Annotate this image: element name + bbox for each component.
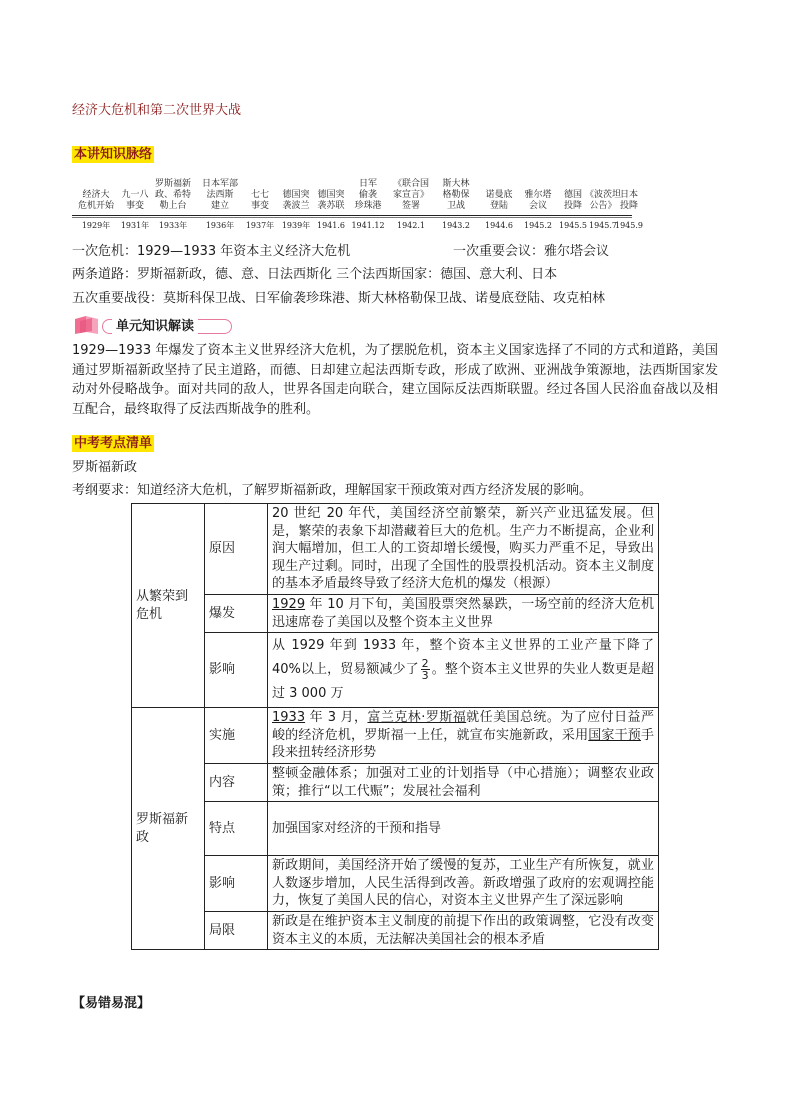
timeline-event-label: 《波茨坦 公告》 [584, 190, 621, 211]
timeline-event-year: 1931年 [120, 221, 150, 230]
timeline-event-label: 罗斯福新 政、希特 勒上台 [154, 179, 191, 211]
timeline-event-label: 斯大林 格勒保 卫战 [442, 179, 470, 211]
timeline-event-year: 1945.2 [524, 221, 552, 230]
row-value: 加强国家对经济的干预和指导 [268, 802, 659, 856]
timeline-event-year: 1937年 [245, 221, 275, 230]
row-key: 原因 [205, 504, 268, 595]
timeline-event-year: 1945.7 [589, 221, 617, 230]
row-key: 爆发 [205, 594, 268, 632]
timeline-event-year: 1939年 [281, 221, 311, 230]
row-key: 特点 [205, 802, 268, 856]
table-row [132, 802, 659, 856]
timeline-event-label: 七七 事变 [250, 190, 269, 211]
timeline-event-label: 日本 投降 [619, 190, 638, 211]
unit-paragraph: 1929—1933 年爆发了资本主义世界经济大危机，为了摆脱危机，资本主义国家选择了不同的方式和道路，美国通过罗斯福新政坚持了民主道路，而德、日却建立起法西斯专政，形成了欧洲、亚洲战争策源地，法西斯国家发动对外侵略战争。面对共同的敌人，世界各国走向联合，建立国际反法西斯联盟。经过各国人民浴血奋战以及相互配合，最终取得了反法西斯战争的胜利。 [72, 343, 718, 417]
timeline-event-year: 1945.5 [559, 221, 587, 230]
banner-title: 单元知识解读 [112, 315, 198, 334]
timeline-event-year: 1943.2 [442, 221, 470, 230]
timeline-event-label: 日军 偷袭 珍珠港 [354, 179, 382, 211]
row-key: 影响 [205, 856, 268, 912]
timeline-event-year: 1945.9 [615, 221, 643, 230]
timeline-event-year: 1941.12 [351, 221, 385, 230]
summary-battles: 五次重要战役：莫斯科保卫战、日军偷袭珍珠港、斯大林格勒保卫战、诺曼底登陆、攻克柏林 [72, 291, 606, 306]
knowledge-table [131, 503, 659, 950]
section-footer-heading: 【易错易混】 [72, 996, 151, 1011]
timeline-event-label: 诺曼底 登陆 [485, 190, 513, 211]
timeline-event-label: 九一八 事变 [121, 190, 149, 211]
row-value: 新政期间，美国经济开始了缓慢的复苏，工业生产有所恢复，就业人数逐步增加，人民生活得到改善。新政增强了政府的宏观调控能力，恢复了美国人民的信心，对资本主义世界产生了深远影响 [268, 856, 659, 912]
timeline [72, 170, 643, 232]
timeline-event-label: 雅尔塔 会议 [524, 190, 552, 211]
row-value: 从 1929 年到 1933 年，整个资本主义世界的工业产量下降了 40%以上，贸易额减少了 $\frac{2}{3}$ 。整个资本主义世界的失业人数更是超过 3 000 万 [268, 633, 659, 708]
timeline-axis [72, 215, 632, 216]
section-heading-outline: 本讲知识脉络 [74, 147, 153, 162]
timeline-event-label: 《联合国 家宣言》 签署 [392, 179, 429, 211]
requirement-text: 考纲要求：知道经济大危机，了解罗斯福新政，理解国家干预政策对西方经济发展的影响。 [72, 483, 593, 498]
timeline-event-year: 1929年 [81, 221, 111, 230]
book-icon [72, 313, 106, 335]
timeline-event-year: 1941.6 [317, 221, 345, 230]
timeline-event-label: 日本军部 法西斯 建立 [201, 179, 238, 211]
topic-heading: 罗斯福新政 [72, 460, 138, 475]
unit-banner [72, 313, 232, 335]
row-key: 影响 [205, 633, 268, 708]
timeline-event-label: 经济大 危机开始 [77, 190, 114, 211]
row-value: 20 世纪 20 年代，美国经济空前繁荣，新兴产业迅猛发展。但是，繁荣的表象下却潜藏着巨大的危机。生产力不断提高，企业利润大幅增加，但工人的工资却增长缓慢，购买力严重不足，导致出现生产过剩。同时，出现了全国性的股票投机活动。资本主义制度的基本矛盾最终导致了经济大危机的爆发（根源） [268, 504, 659, 595]
timeline-event-label: 德国突 袭波兰 [282, 190, 310, 211]
summary-roads: 两条道路：罗斯福新政，德、意、日法西斯化 三个法西斯国家：德国、意大利、日本 [72, 267, 558, 282]
row-value: 整顿金融体系；加强对工业的计划指导（中心措施）；调整农业政策；推行“以工代赈”；发展社会福利 [268, 763, 659, 801]
group-from-prosperity-to-crisis: 从繁荣到危机 [132, 504, 205, 708]
page-title: 经济大危机和第二次世界大战 [72, 103, 242, 118]
row-key: 局限 [205, 911, 268, 949]
table-row [132, 708, 659, 764]
group-new-deal: 罗斯福新政 [132, 708, 205, 950]
row-key: 内容 [205, 763, 268, 801]
fraction: $\frac{2}{3}$ [421, 657, 429, 683]
timeline-event-year: 1933年 [158, 221, 188, 230]
timeline-event-label: 德国 投降 [563, 190, 582, 211]
section-heading-exam: 中考考点清单 [74, 436, 153, 451]
row-key: 实施 [205, 708, 268, 764]
table-row [132, 594, 659, 632]
row-value: 1933 年 3 月，富兰克林·罗斯福就任美国总统。为了应付日益严峻的经济危机，罗斯福一上任，就宣布实施新政，采用国家干预手段来扭转经济形势 [268, 708, 659, 764]
summary-conference: 一次重要会议：雅尔塔会议 [453, 244, 610, 259]
row-value: 新政是在维护资本主义制度的前提下作出的政策调整，它没有改变资本主义的本质，无法解决美国社会的根本矛盾 [268, 911, 659, 949]
table-row [132, 633, 659, 708]
table-row [132, 911, 659, 949]
table-row [132, 504, 659, 595]
timeline-event-year: 1942.1 [397, 221, 425, 230]
summary-crisis: 一次危机：1929—1933 年资本主义经济大危机 [72, 244, 351, 259]
timeline-axis-shadow [72, 217, 632, 218]
timeline-event-year: 1944.6 [485, 221, 513, 230]
timeline-event-year: 1936年 [205, 221, 235, 230]
table-row [132, 856, 659, 912]
timeline-event-label: 德国突 袭苏联 [317, 190, 345, 211]
table-row [132, 763, 659, 801]
row-value: 1929 年 10 月下旬，美国股票突然暴跌，一场空前的经济大危机迅速席卷了美国以及整个资本主义世界 [268, 594, 659, 632]
